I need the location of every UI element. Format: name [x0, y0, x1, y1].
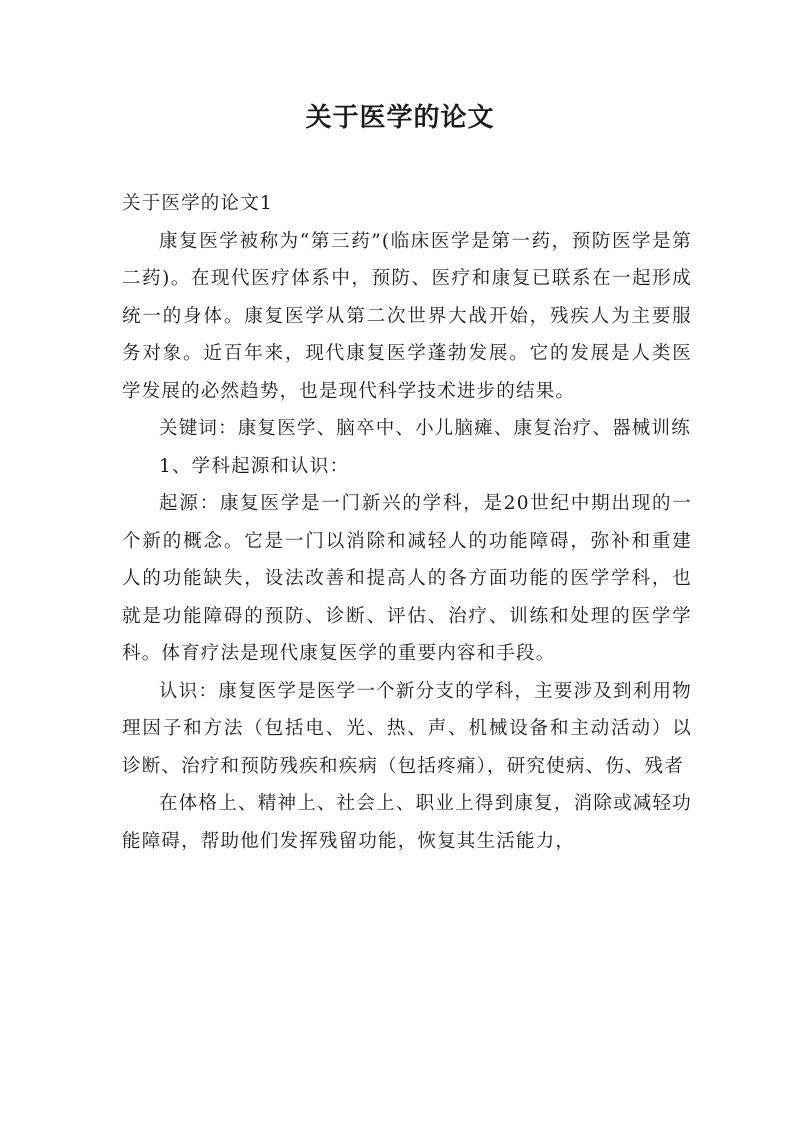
document-body: [122, 185, 692, 860]
paragraph-origin: 起源：康复医学是一门新兴的学科，是20世纪中期出现的一个新的概念。它是一门以消除和减轻人的功能障碍，弥补和重建人的功能缺失，设法改善和提高人的各方面功能的医学学科，也就是功能障碍的预防、诊断、评估、治疗、训练和处理的医学学科。体育疗法是现代康复医学的重要内容和手段。: [122, 493, 692, 664]
paragraph-continuation: 在体格上、精神上、社会上、职业上得到康复，消除或减轻功能障碍，帮助他们发挥残留功能，恢复其生活能力，: [122, 793, 692, 852]
paragraph-intro: 康复医学被称为“第三药”(临床医学是第一药，预防医学是第二药)。在现代医疗体系中，预防、医疗和康复已联系在一起形成统一的身体。康复医学从第二次世界大战开始，残疾人为主要服务对象。近百年来，现代康复医学蓬勃发展。它的发展是人类医学发展的必然趋势，也是现代科学技术进步的结果。: [122, 230, 692, 402]
section-heading: 关于医学的论文1: [122, 193, 273, 214]
paragraph-keywords: 关键词：康复医学、脑卒中、小儿脑瘫、康复治疗、器械训练: [159, 418, 691, 439]
document-title: 关于医学的论文: [305, 103, 495, 133]
subheading-origin: 1、学科起源和认识：: [159, 455, 350, 477]
paragraph-understanding: 认识：康复医学是医学一个新分支的学科，主要涉及到利用物理因子和方法（包括电、光、热、声、机械设备和主动活动）以诊断、治疗和预防残疾和疾病（包括疼痛），研究使病、伤、残者: [122, 680, 692, 777]
